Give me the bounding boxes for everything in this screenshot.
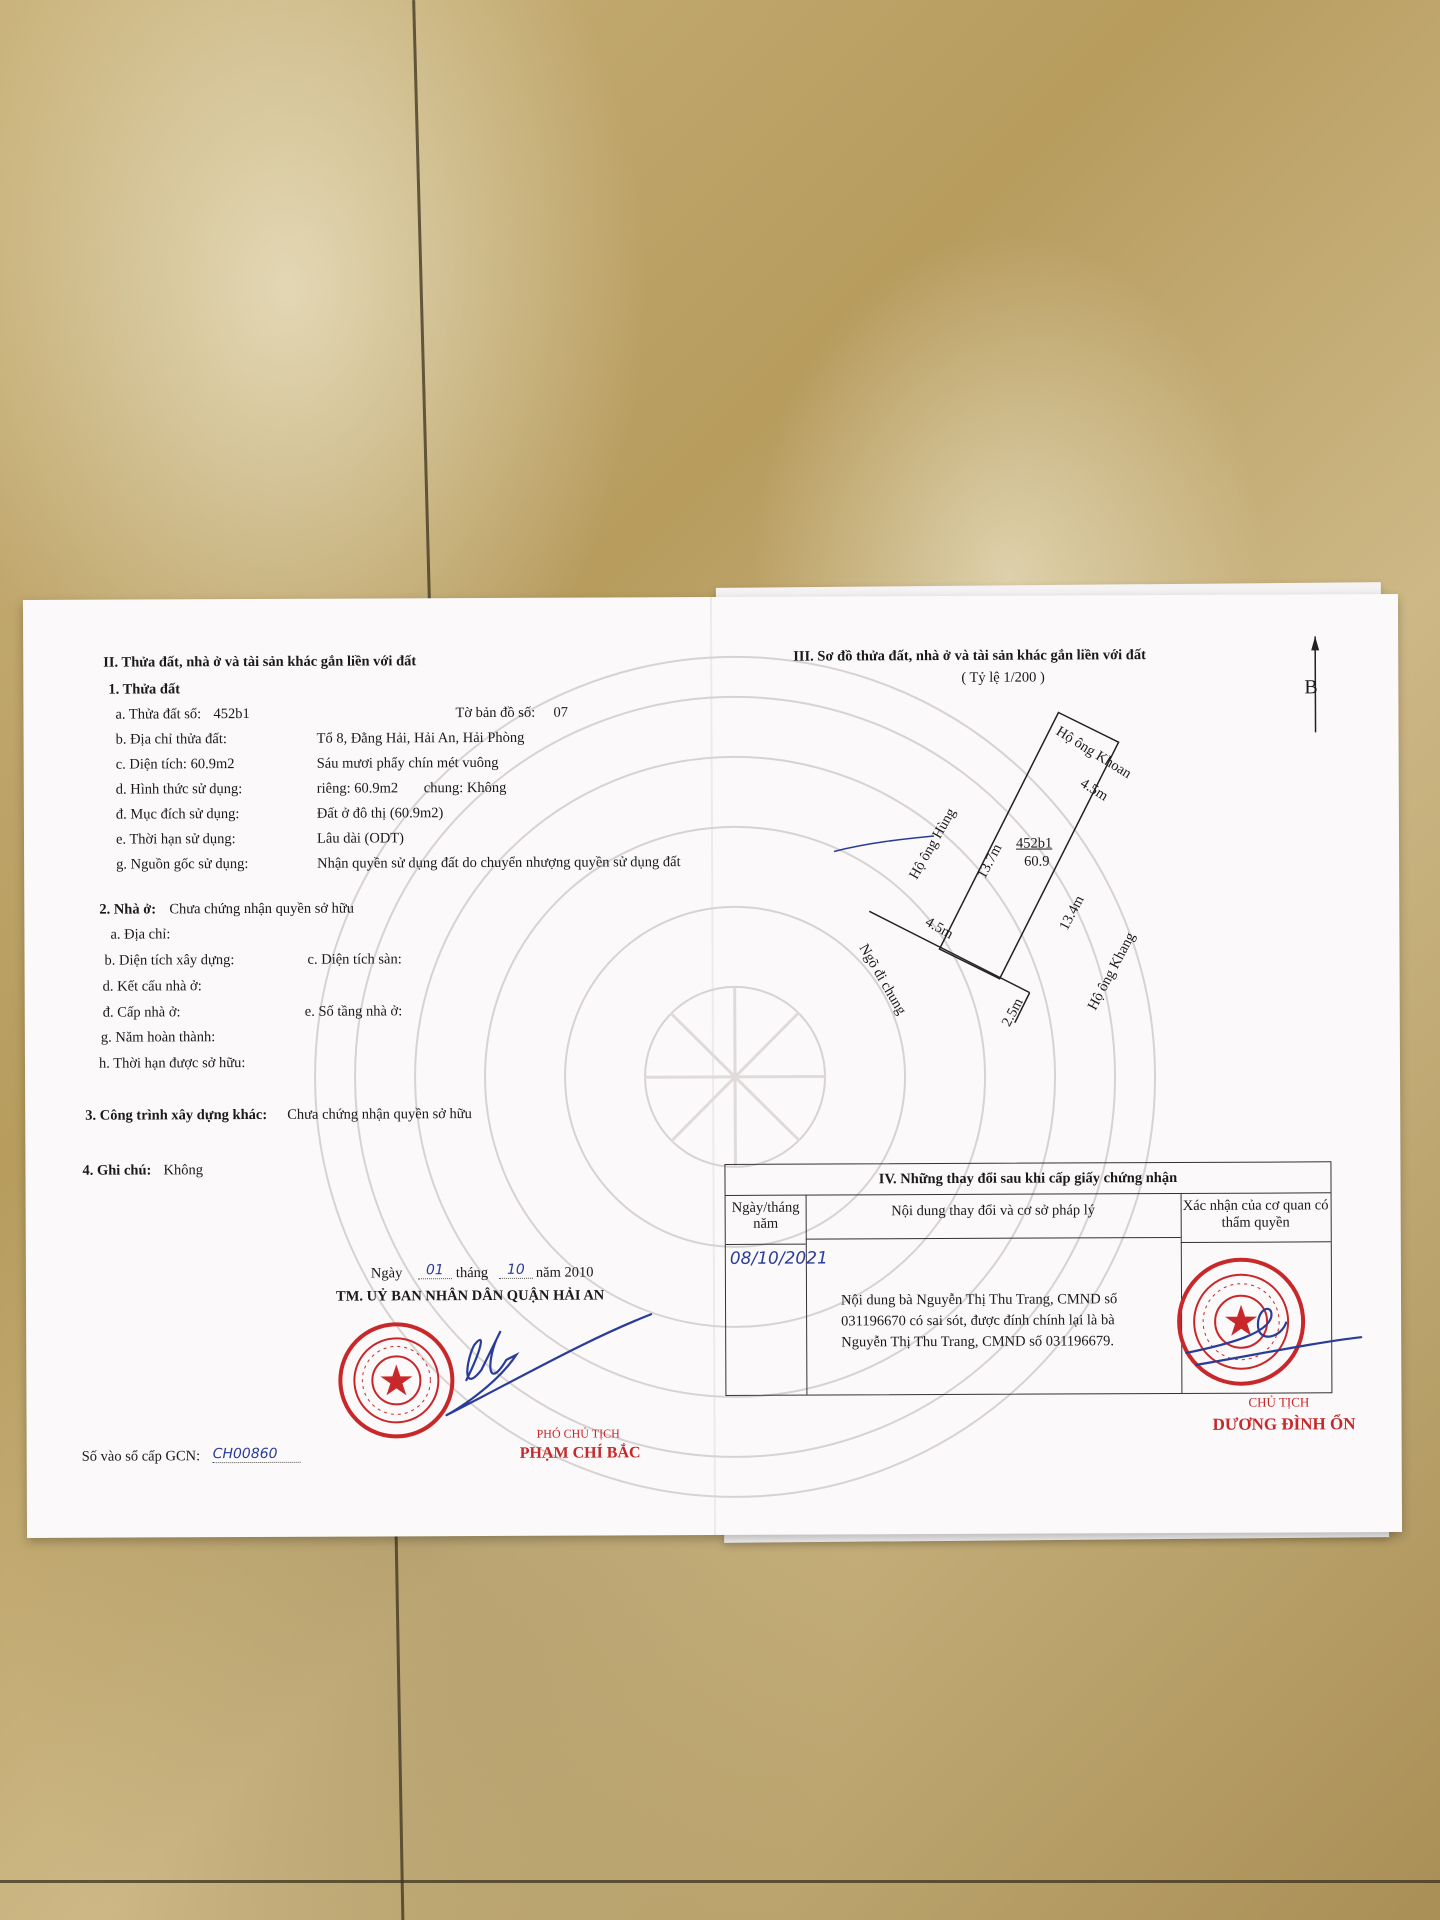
chairman-title: CHỦ TỊCH — [1248, 1394, 1310, 1410]
issue-day: 01 — [418, 1262, 452, 1279]
vice-chairman-name: PHẠM CHÍ BẮC — [519, 1444, 641, 1462]
north-label: B — [1304, 676, 1318, 699]
map-sheet-value: 07 — [553, 704, 568, 721]
center-fold — [710, 597, 716, 1535]
use-form-shared: chung: Không — [423, 779, 507, 797]
parcel-no-value: 452b1 — [213, 706, 250, 723]
tile-seam-vertical-lower — [395, 1535, 405, 1920]
origin-label: g. Nguồn gốc sử dụng: — [116, 856, 249, 873]
use-form-private: riêng: 60.9m2 — [316, 780, 399, 797]
shared-lane-label: Ngõ đi chung — [855, 941, 910, 1018]
address-label: b. Địa chỉ thửa đất: — [115, 731, 227, 748]
chairman-name: DƯƠNG ĐÌNH ỔN — [1212, 1414, 1356, 1434]
scale-label: ( Tỷ lệ 1/200 ) — [961, 669, 1045, 686]
issue-month-label: tháng — [455, 1264, 489, 1282]
dim-top: 4.5m — [1077, 775, 1111, 805]
dim-left: 13.7m — [974, 841, 1006, 882]
chairman-signature — [1176, 1282, 1366, 1373]
area-label: c. Diện tích: 60.9m2 — [115, 756, 235, 773]
col-date-header: Ngày/tháng năm — [726, 1195, 806, 1245]
purpose-label: đ. Mục đích sử dụng: — [115, 806, 240, 823]
house-status: Chưa chứng nhận quyền sở hữu — [169, 900, 355, 918]
purpose-value: Đất ở đô thị (60.9m2) — [316, 805, 444, 822]
other-works-heading: 3. Công trình xây dựng khác: — [85, 1106, 268, 1124]
tile-seam-vertical — [412, 0, 431, 600]
house-address-label: a. Địa chỉ: — [110, 926, 171, 943]
section-2-title: II. Thửa đất, nhà ở và tài sản khác gắn liền với đất — [103, 653, 417, 671]
section-3-title: III. Sơ đồ thửa đất, nhà ở và tài sản khác gắn liền với đất — [793, 647, 1146, 665]
use-form-label: d. Hình thức sử dụng: — [115, 781, 243, 798]
register-label: Số vào sổ cấp GCN: — [81, 1448, 201, 1465]
house-heading: 2. Nhà ở: — [99, 901, 157, 918]
change-content-line-2: 031196670 có sai sót, được đính chính lại là bà — [841, 1312, 1115, 1330]
parcel-no-label: a. Thửa đất số: — [115, 706, 202, 723]
dim-bottom: 4.5m — [922, 914, 956, 943]
house-floor-area-label: c. Diện tích sàn: — [307, 951, 402, 968]
col-content-header: Nội dung thay đổi và cơ sở pháp lý — [806, 1193, 1181, 1240]
address-value: Tổ 8, Đằng Hải, Hải An, Hải Phòng — [316, 729, 525, 747]
neighbor-left: Hộ ông Hùng — [906, 805, 960, 883]
diagram-parcel-area: 60.9 — [1024, 853, 1050, 870]
house-floors-label: e. Số tầng nhà ở: — [304, 1003, 403, 1020]
map-sheet-label: Tờ bản đồ số: — [455, 704, 536, 722]
term-label: e. Thời hạn sử dụng: — [115, 831, 236, 848]
land-certificate-document — [23, 594, 1402, 1538]
change-content-line-1: Nội dung bà Nguyễn Thị Thu Trang, CMND số — [840, 1291, 1118, 1309]
issue-day-label: Ngày — [370, 1265, 403, 1282]
diagram-parcel-no: 452b1 — [1015, 835, 1053, 852]
register-number: CH00860 — [213, 1446, 301, 1463]
house-year-label: g. Năm hoàn thành: — [100, 1029, 216, 1046]
parcel-heading: 1. Thửa đất — [108, 681, 181, 698]
dim-right: 13.4m — [1056, 893, 1088, 933]
term-value: Lâu dài (ODT) — [316, 830, 405, 847]
other-works-status: Chưa chứng nhận quyền sở hữu — [287, 1106, 472, 1123]
tile-seam-horizontal — [0, 1880, 1440, 1883]
area-words: Sáu mươi phẩy chín mét vuông — [316, 754, 499, 772]
issuing-authority: TM. UỶ BAN NHÂN DÂN QUẬN HẢI AN — [335, 1287, 605, 1305]
note-heading: 4. Ghi chú: — [82, 1162, 152, 1179]
house-grade-label: đ. Cấp nhà ở: — [102, 1004, 181, 1021]
dim-road: 2.5m — [998, 995, 1027, 1030]
section-4-title: IV. Những thay đổi sau khi cấp giấy chứng nhận — [725, 1162, 1330, 1196]
house-structure-label: d. Kết cấu nhà ở: — [102, 978, 202, 995]
changes-table — [724, 1161, 1332, 1396]
neighbor-right: Hộ ông Khang — [1084, 929, 1139, 1013]
vice-chairman-signature — [426, 1309, 656, 1420]
house-term-label: h. Thời hạn được sở hữu: — [98, 1055, 246, 1072]
vice-chairman-title: PHÓ CHỦ TỊCH — [536, 1426, 620, 1441]
origin-value: Nhận quyền sử dụng đất do chuyển nhượng quyền sử dụng đất — [317, 854, 681, 872]
issue-month: 10 — [499, 1262, 533, 1279]
col-confirm-header: Xác nhận của cơ quan có thẩm quyền — [1181, 1192, 1331, 1243]
issue-year-label: năm 2010 — [535, 1264, 594, 1281]
note-value: Không — [163, 1162, 203, 1179]
change-date: 08/10/2021 — [729, 1248, 828, 1269]
house-built-area-label: b. Diện tích xây dựng: — [104, 952, 235, 969]
neighbor-top: Hộ ông Khoan — [1053, 723, 1135, 783]
change-content-line-3: Nguyễn Thị Thu Trang, CMND số 031196679. — [841, 1333, 1115, 1351]
